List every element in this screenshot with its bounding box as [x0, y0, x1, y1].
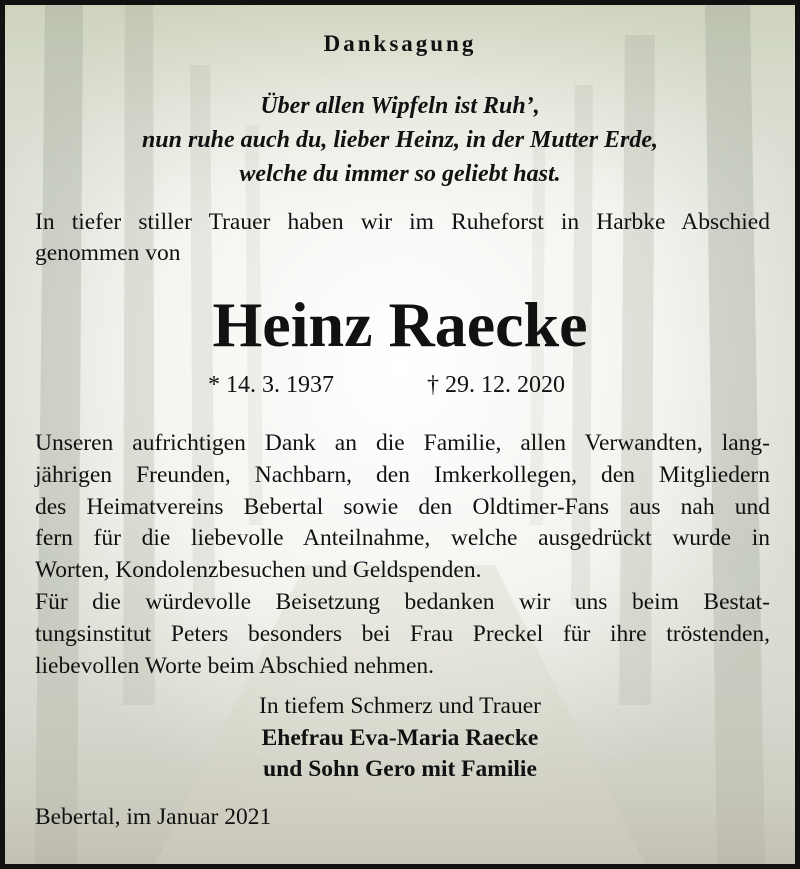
- signoff-family: und Sohn Gero mit Familie: [263, 756, 537, 782]
- birth-date: * 14. 3. 1937: [208, 372, 334, 398]
- notice-heading: Danksagung: [323, 31, 477, 56]
- body-line: des Heimatvereins Bebertal sowie den Oldtimer-Fans aus nah und: [35, 493, 770, 520]
- body-line: Unseren aufrichtigen Dank an die Familie, allen Verwandten, lang-: [35, 430, 770, 456]
- body-line: liebevollen Worte beim Abschied nehmen.: [35, 652, 435, 679]
- poem-line: nun ruhe auch du, lieber Heinz, in der Mutter Erde,: [141, 127, 659, 153]
- body-line: Für die würdevolle Beisetzung bedanken wir uns beim Bestat-: [35, 588, 770, 615]
- place-date: Bebertal, im Januar 2021: [35, 804, 272, 830]
- intro-line: In tiefer stiller Trauer haben wir im Ruheforst in Harbke Abschied: [35, 209, 770, 235]
- intro-line: genommen von: [35, 240, 181, 266]
- body-line: fern für die liebevolle Anteilnahme, welche ausgedrückt wurde in: [35, 525, 770, 552]
- deceased-name: Heinz Raecke: [212, 289, 588, 360]
- signoff-spouse: Ehefrau Eva-Maria Raecke: [261, 724, 539, 751]
- body-line: jährigen Freunden, Nachbarn, den Imkerkollegen, den Mitgliedern: [35, 461, 770, 488]
- intro-paragraph: [35, 207, 770, 269]
- signature-block: [5, 691, 795, 786]
- death-date: † 29. 12. 2020: [427, 372, 565, 398]
- body-line: Worten, Kondolenzbesuchen und Geldspenden.: [35, 557, 482, 584]
- thanks-paragraph: [35, 428, 770, 682]
- poem-verse: [5, 89, 795, 191]
- body-line: tungsinstitut Peters besonders bei Frau Preckel für ihre tröstenden,: [35, 620, 770, 647]
- poem-line: Über allen Wipfeln ist Ruh’,: [260, 93, 540, 119]
- signoff-line: In tiefem Schmerz und Trauer: [259, 693, 541, 719]
- poem-line: welche du immer so geliebt hast.: [239, 161, 561, 187]
